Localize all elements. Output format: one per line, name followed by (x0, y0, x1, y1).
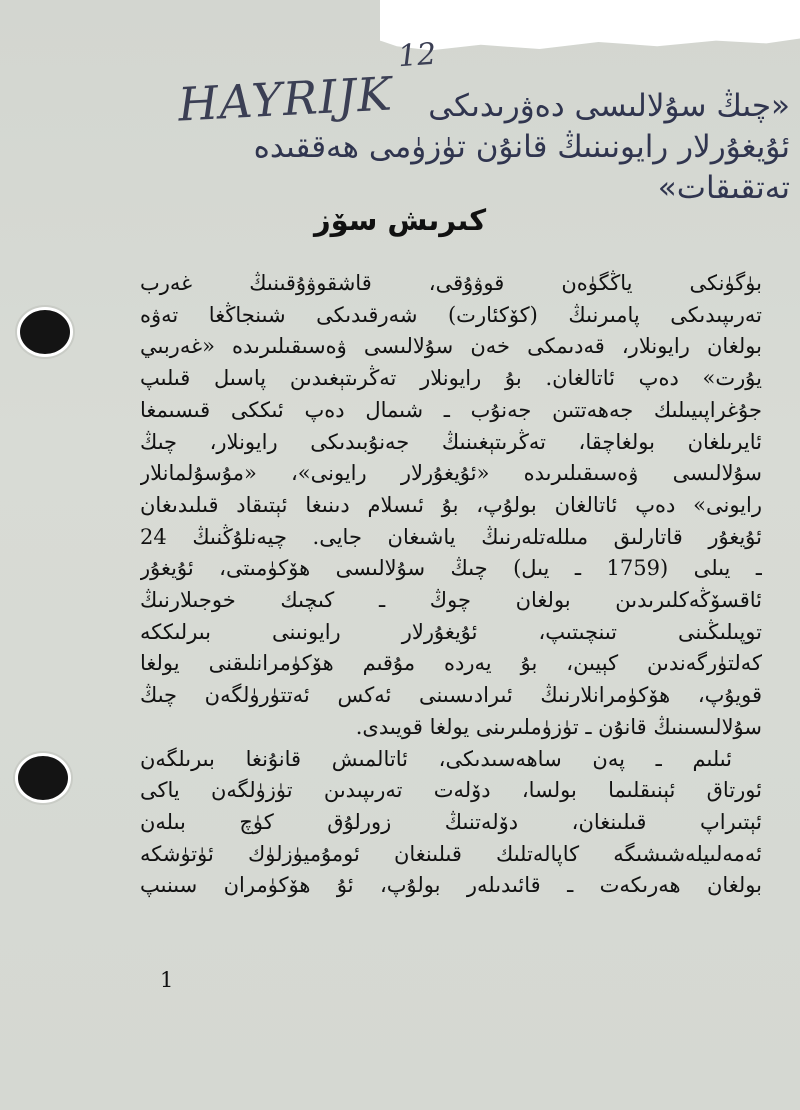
body-text (140, 268, 762, 902)
text-line: سۇلالىسىنىڭ قانۇن ـ تۈزۈملىرىنى يولغا قويىدى. (355, 714, 762, 739)
handwritten-line: تەتقىقات» (657, 170, 790, 206)
handwritten-number: 12 (396, 36, 438, 75)
text-line: ئىلىم ـ پەن ساھەسىدىكى، ئاتالمىش قانۇنغا بىرىلگەن (140, 746, 732, 771)
text-line: توپىلىڭىنى تىنچىتىپ، ئۇيغۇرلار رايونىنى بىرلىككە (140, 619, 762, 644)
text-line: ئايرىلغان بولغاچقا، تەڭرىتېغىنىڭ جەنۇبىدىكى رايونلار، چىڭ (140, 429, 762, 454)
text-line: قويۇپ، ھۆكۈمرانلارنىڭ ئىرادىسىنى ئەكس ئەتتۈرۈلگەن چىڭ (140, 683, 762, 708)
text-line: سۇلالىسى ۋەسىقىلىرىدە «ئۇيغۇرلار رايونى»، «مۇسۇلمانلار (140, 461, 762, 486)
handwritten-line: «چىڭ سۇلالىسى دەۋرىدىكى (428, 88, 790, 124)
page-title: كىرىش سۆز (313, 203, 487, 237)
punch-hole-bottom (18, 756, 68, 800)
text-line: ئاقسۆڭەكلىرىدىن بولغان چوڭ ـ كىچىك خوجىلارنىڭ (140, 588, 762, 613)
text-line: بولغان رايونلار، قەدىمكى خەن سۇلالىسى ۋەسىقىلىرىدە «غەربىي (140, 334, 762, 359)
text-line: ئورتاق ئېنىقلىما بولسا، دۆلەت تەرىپىدىن تۈزۈلگەن ياكى (140, 778, 762, 803)
handwritten-code: HAYRIJK (176, 66, 394, 132)
text-line: كەلتۈرگەندىن كېيىن، بۇ يەردە مۇقىم ھۆكۈمرانلىقنى يولغا (140, 651, 762, 676)
text-line: ئۇيغۇر قاتارلىق مىللەتلەرنىڭ ياشىغان جايى. چيەنلۇڭنىڭ 24 (140, 524, 762, 549)
text-line: جۇغراپىيىلىك جەھەتتىن جەنۇب ـ شىمال دەپ ئىككى قىسىمغا (140, 397, 762, 422)
handwritten-line: ئۇيغۇرلار رايونىنىڭ قانۇن تۈزۈمى ھەققىدە (253, 129, 790, 165)
punch-hole-top (20, 310, 70, 354)
torn-paper-corner (380, 0, 800, 70)
text-line: رايونى» دەپ ئاتالغان بولۇپ، بۇ ئىسلام دىنىغا ئېتىقاد قىلىدىغان (140, 492, 762, 517)
handwritten-title (190, 86, 790, 209)
page-number: 1 (160, 968, 174, 992)
text-line: بۈگۈنكى ياڭگۈەن قوۋۇقى، قاشقوۋۇقىنىڭ غەرب (140, 271, 762, 295)
text-line: تەرىپىدىكى پامىرنىڭ (كۆكئارت) شەرقىدىكى شىنجاڭغا تەۋە (140, 302, 762, 327)
text-line: ئېتىراپ قىلىنغان، دۆلەتنىڭ زورلۇق كۈچ بىلەن (140, 809, 762, 834)
text-line: ئەمەلىيلەشىشىگە كاپالەتلىك قىلىنغان ئومۇميۈزلۈك ئۈتۈشكە (140, 841, 762, 866)
text-line: يۇرت» دەپ ئاتالغان. بۇ رايونلار تەڭرىتېغىدىن پاسىل قىلىپ (140, 366, 762, 391)
text-line: بولغان ھەرىكەت ـ قائىدىلەر بولۇپ، ئۇ ھۆكۈمران سىنىپ (140, 873, 762, 898)
text-line: ـ يىلى (1759 ـ يىل) چىڭ سۇلالىسى ھۆكۈمىتى، ئۇيغۇر (140, 556, 762, 581)
